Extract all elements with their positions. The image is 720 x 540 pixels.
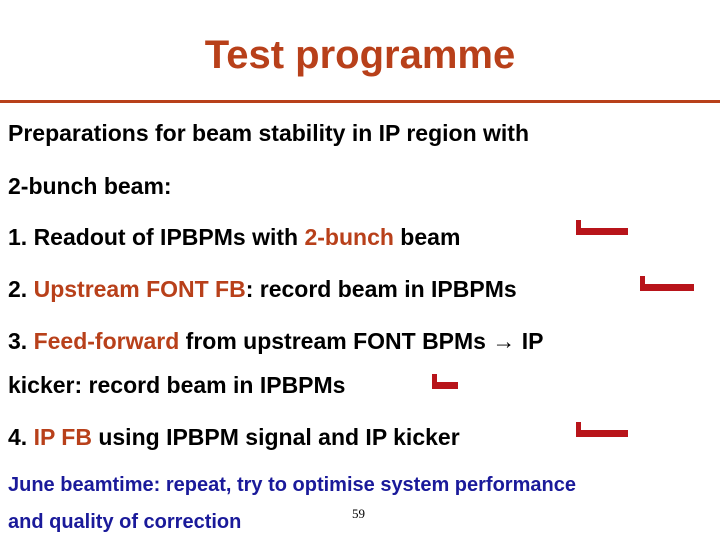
item-1-highlight: 2-bunch [304, 224, 394, 250]
item-4-prefix: 4. [8, 424, 34, 450]
item-3 [8, 326, 543, 356]
item-2 [8, 274, 517, 304]
status-mark-2 [640, 284, 694, 291]
status-mark-3 [432, 382, 458, 389]
item-3-prefix: 3. [8, 328, 34, 354]
item-2-highlight: Upstream FONT FB [33, 276, 246, 302]
note-line-2: and quality of correction [8, 511, 242, 533]
intro-line-2: 2-bunch beam: [8, 173, 172, 199]
status-mark-1 [576, 228, 628, 235]
item-2-suffix: : record beam in IPBPMs [245, 276, 517, 302]
status-mark-4 [576, 430, 628, 437]
title-divider [0, 100, 720, 103]
item-3-highlight: Feed-forward [33, 328, 180, 354]
item-1-suffix: beam [393, 224, 461, 250]
page-number: 59 [352, 506, 365, 521]
slide-title: Test programme [204, 33, 516, 77]
item-4-highlight: IP FB [33, 424, 92, 450]
item-1 [8, 222, 460, 252]
item-3-continuation: kicker: record beam in IPBPMs [8, 372, 346, 398]
item-1-prefix: 1. Readout of IPBPMs with [8, 224, 305, 250]
item-3-suffix: from upstream FONT BPMs → IP [179, 328, 544, 354]
note-line-1: June beamtime: repeat, try to optimise system performance [8, 474, 576, 496]
intro-line-1: Preparations for beam stability in IP region with [8, 120, 530, 146]
item-4 [8, 422, 460, 452]
item-4-suffix: using IPBPM signal and IP kicker [91, 424, 460, 450]
item-2-prefix: 2. [8, 276, 34, 302]
